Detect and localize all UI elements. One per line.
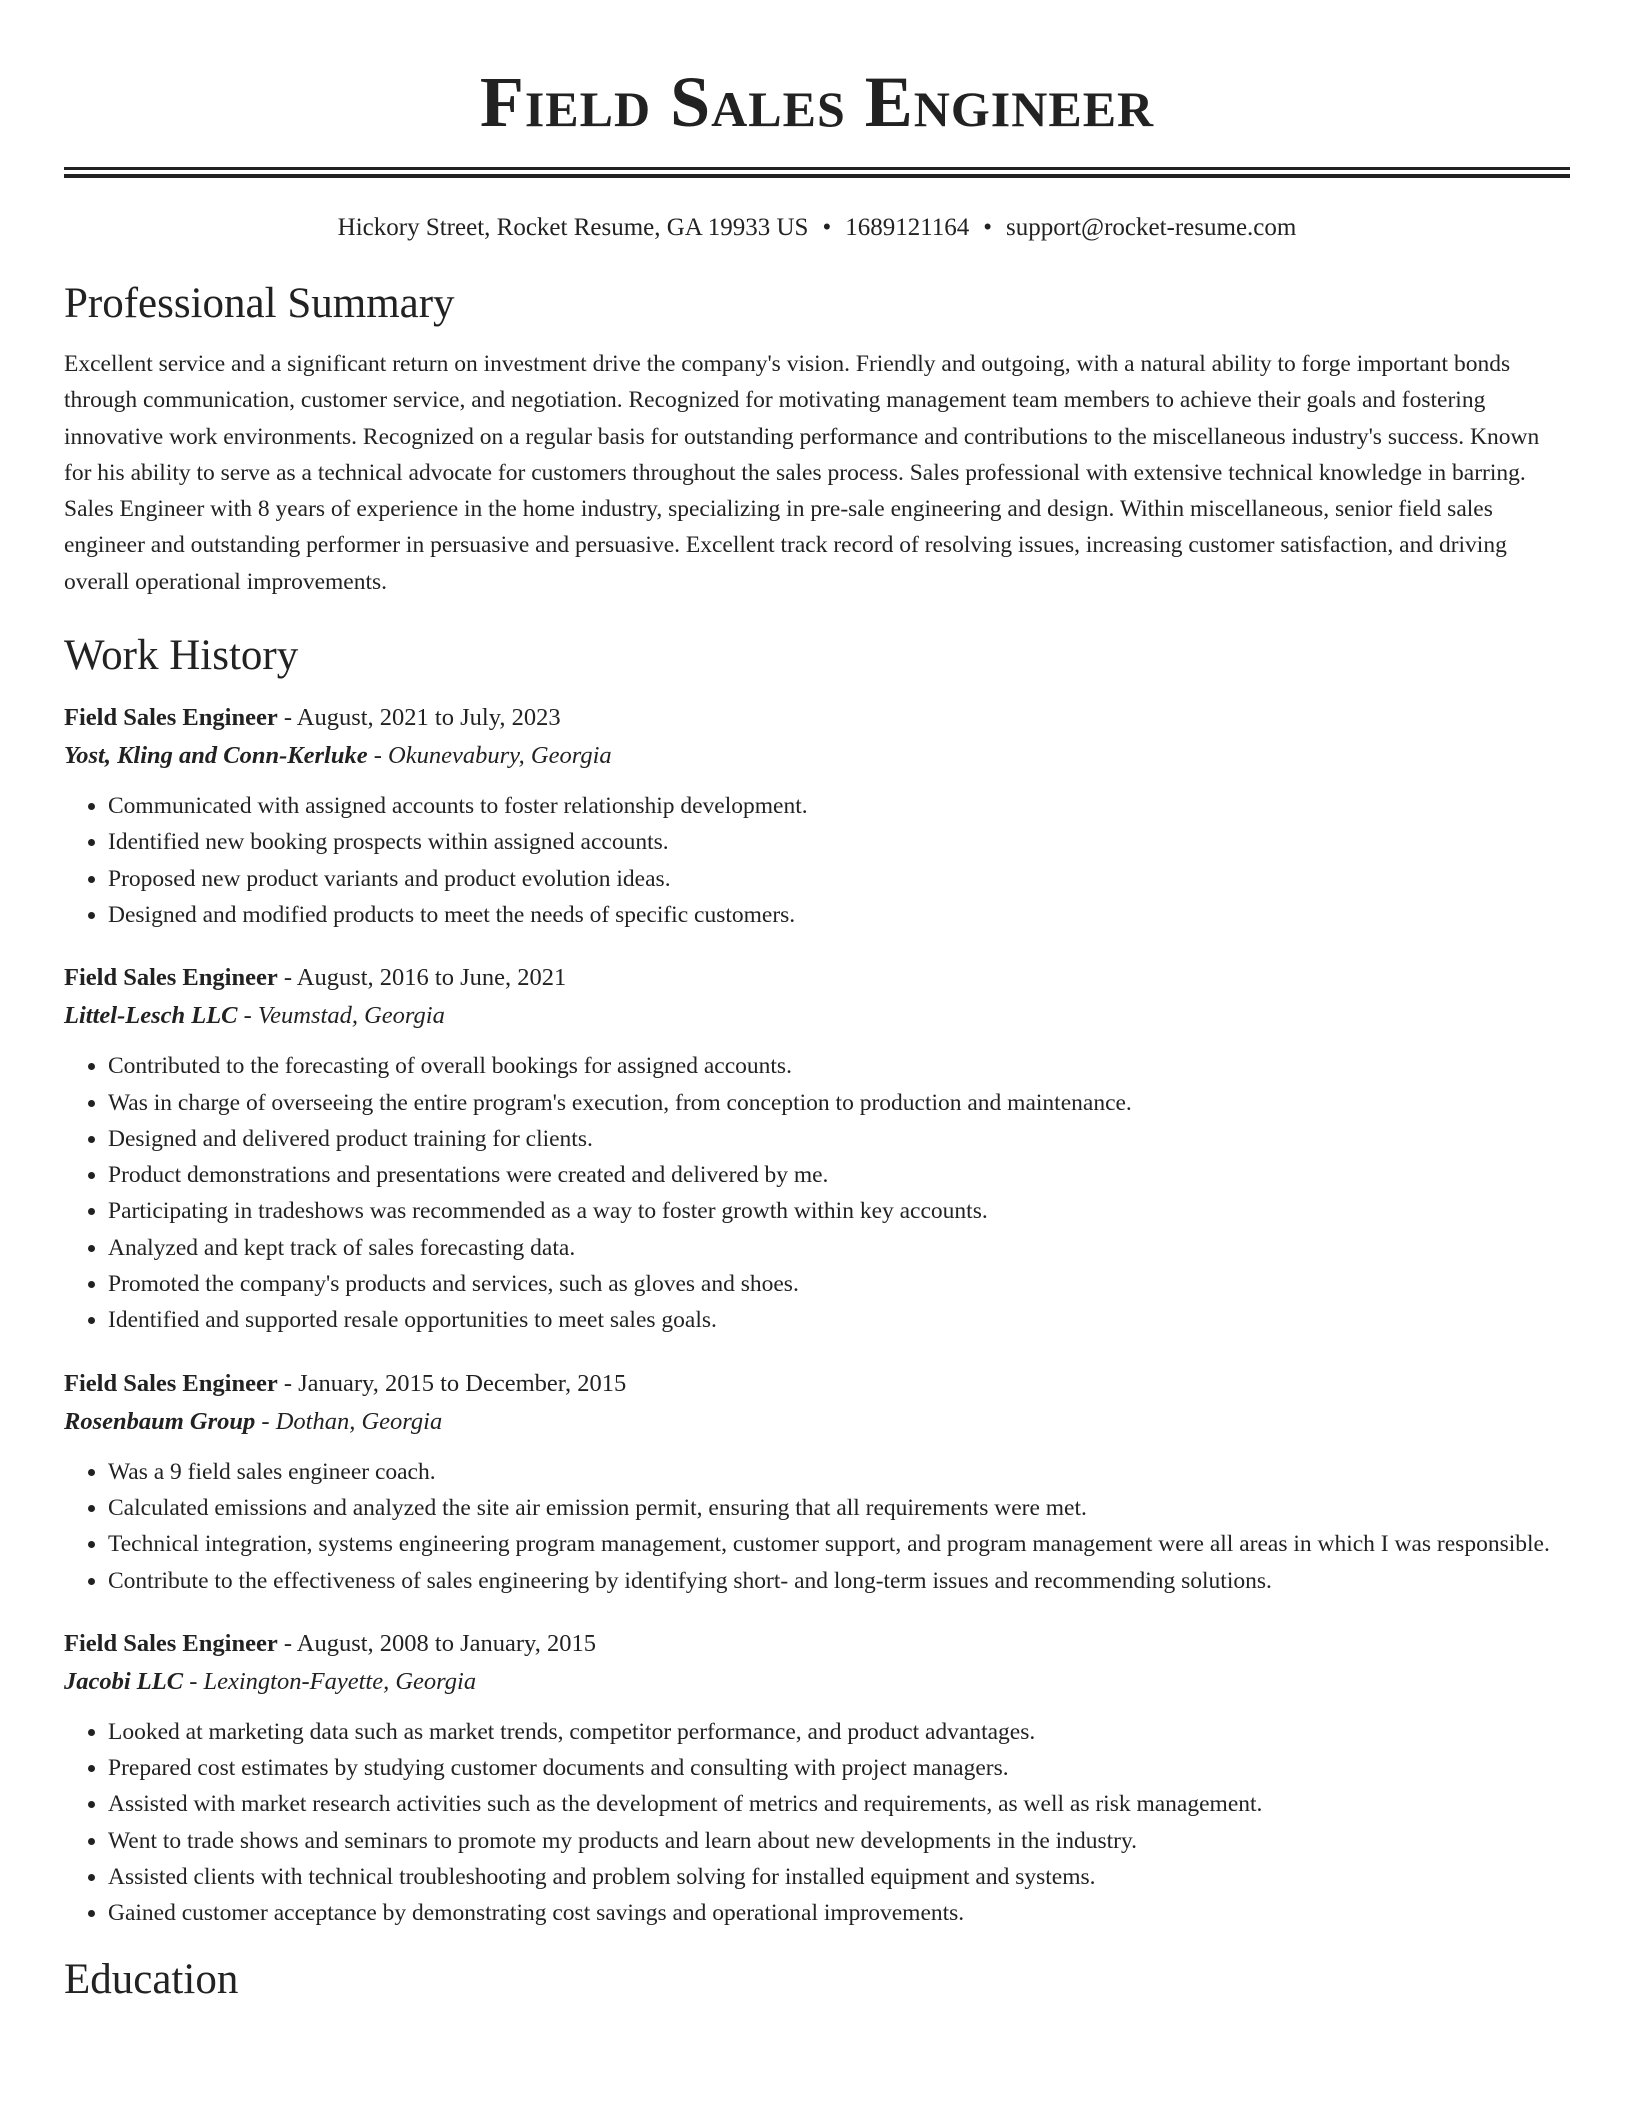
job-company: Yost, Kling and Conn-Kerluke [64,742,368,770]
job-title-line [64,1365,1570,1403]
duty-item: • Went to trade shows and seminars to promote my products and learn about new developments in the industry. [108,1823,1570,1859]
summary-heading: Professional Summary [64,280,455,327]
duty-item: • Assisted with market research activities such as the development of metrics and requirements, as well as risk management. [108,1786,1570,1822]
job-dates: - August, 2016 to June, 2021 [277,964,567,992]
duty-item: • Was in charge of overseeing the entire program's execution, from conception to production and maintenance. [108,1085,1570,1121]
duty-item: • Assisted clients with technical troubleshooting and problem solving for installed equipment and systems. [108,1859,1570,1895]
job-company: Rosenbaum Group [64,1407,256,1435]
contact-phone: 1689121164 [845,214,970,241]
contact-line [64,212,1570,244]
contact-separator: • [983,214,993,241]
contact-separator: • [822,214,832,241]
duty-item: • Product demonstrations and presentations were created and delivered by me. [108,1157,1570,1193]
duty-item: • Calculated emissions and analyzed the site air emission permit, ensuring that all requirements were met. [108,1490,1570,1526]
resume-page [64,0,1570,2006]
summary-section [64,278,1570,600]
duty-item: • Was a 9 field sales engineer coach. [108,1454,1570,1490]
job-title: Field Sales Engineer [64,1629,278,1657]
education-section [64,1954,1570,2006]
duty-item: • Prepared cost estimates by studying customer documents and consulting with project managers. [108,1750,1570,1786]
duty-item: • Analyzed and kept track of sales forecasting data. [108,1230,1570,1266]
job-entry [64,699,1570,933]
duty-item: • Identified and supported resale opportunities to meet sales goals. [108,1302,1570,1338]
job-entry [64,1625,1570,1932]
job-duties-list [64,788,1570,933]
duty-item: • Designed and modified products to meet the needs of specific customers. [108,897,1570,933]
resume-title: Field Sales Engineer [479,62,1155,142]
duty-item: • Contribute to the effectiveness of sales engineering by identifying short- and long-term issues and recommending solutions. [108,1563,1570,1599]
contact-address: Hickory Street, Rocket Resume, GA 19933 US [337,214,809,241]
duty-item: • Participating in tradeshows was recommended as a way to foster growth within key accounts. [108,1193,1570,1229]
job-company-line [64,997,1570,1035]
job-company-line [64,737,1570,775]
contact-email: support@rocket-resume.com [1006,214,1297,241]
job-company: Littel-Lesch LLC [64,1002,238,1030]
work-history-heading: Work History [64,632,299,680]
job-dates: - January, 2015 to December, 2015 [277,1369,627,1397]
duty-item: • Looked at marketing data such as market trends, competitor performance, and product advantages. [108,1714,1570,1750]
duty-item: • Designed and delivered product training for clients. [108,1121,1570,1157]
job-company-line [64,1663,1570,1701]
job-title: Field Sales Engineer [64,964,278,992]
job-entry [64,959,1570,1338]
job-company: Jacobi LLC [64,1667,184,1695]
job-location: - Lexington-Fayette, Georgia [183,1667,477,1695]
duty-item: • Promoted the company's products and services, such as gloves and shoes. [108,1266,1570,1302]
job-dates: - August, 2008 to January, 2015 [277,1629,596,1657]
job-title: Field Sales Engineer [64,704,278,732]
job-location: - Okunevabury, Georgia [367,742,612,770]
job-company-line [64,1403,1570,1441]
job-duties-list [64,1714,1570,1932]
duty-item: • Technical integration, systems engineering program management, customer support, and program management were all areas in which I was responsible. [108,1526,1570,1562]
job-title-line [64,959,1570,997]
summary-text: Excellent service and a significant return on investment drive the company's vision. Friendly and outgoing, with a natural ability to forge important bonds through communication, customer service, and negotiation. Recognized for motivating management team members to achieve their goals and fostering innovative work environments. Recognized on a regular basis for outstanding performance and contributions to the miscellaneous industry's success. Known for his ability to serve as a technical advocate for customers throughout the sales process. Sales professional with extensive technical knowledge in barring. Sales Engineer with 8 years of experience in the home industry, specializing in pre-sale engineering and design. Within miscellaneous, senior field sales engineer and outstanding performer in persuasive and persuasive. Excellent track record of resolving issues, increasing customer satisfaction, and driving overall operational improvements. [64,351,1540,595]
duty-item: • Contributed to the forecasting of overall bookings for assigned accounts. [108,1048,1570,1084]
duty-item: • Identified new booking prospects within assigned accounts. [108,824,1570,860]
duty-item: • Communicated with assigned accounts to foster relationship development. [108,788,1570,824]
duty-item: • Gained customer acceptance by demonstrating cost savings and operational improvements. [108,1895,1570,1931]
duty-item: • Proposed new product variants and product evolution ideas. [108,861,1570,897]
work-history-section [64,630,1570,1932]
job-dates: - August, 2021 to July, 2023 [277,704,561,732]
job-title-line [64,699,1570,737]
job-title: Field Sales Engineer [64,1369,278,1397]
job-location: - Veumstad, Georgia [237,1002,445,1030]
title-double-rule [64,167,1570,178]
job-duties-list [64,1048,1570,1338]
education-heading: Education [64,1955,239,2003]
job-location: - Dothan, Georgia [255,1407,443,1435]
job-title-line [64,1625,1570,1663]
job-entry [64,1365,1570,1599]
job-duties-list [64,1454,1570,1599]
